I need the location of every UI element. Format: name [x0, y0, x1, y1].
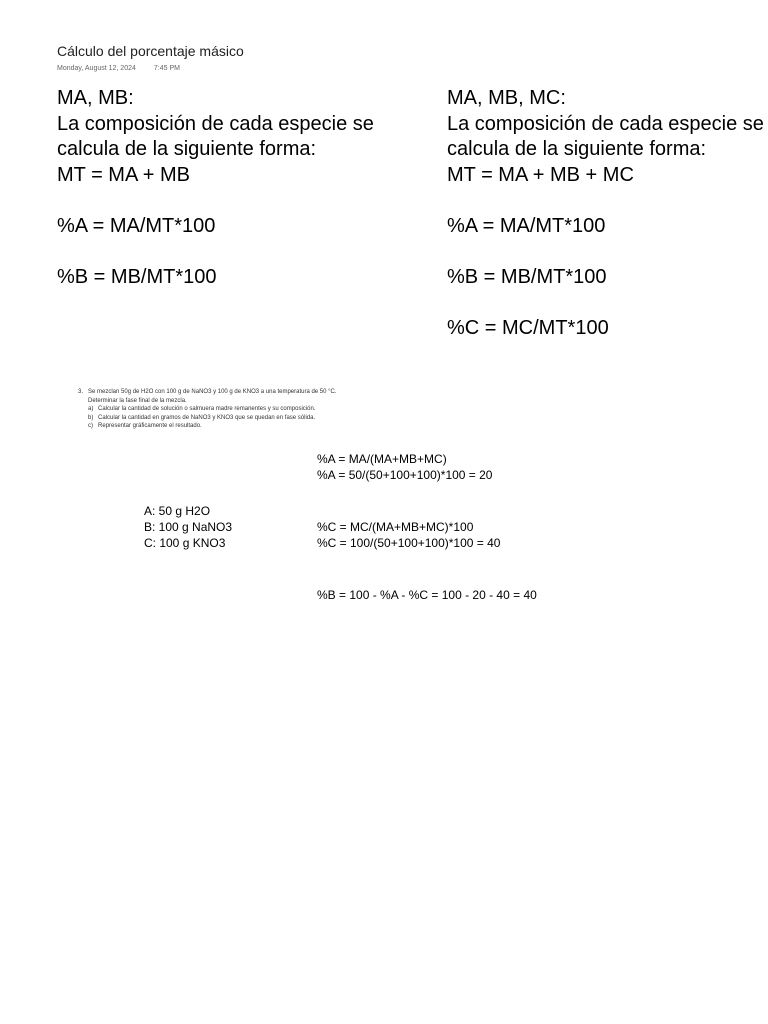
- left-total-formula: MT = MA + MB: [57, 163, 190, 186]
- right-total-formula: MT = MA + MB + MC: [447, 163, 634, 186]
- problem-line-1: [78, 388, 337, 397]
- problem-item-letter: c): [88, 423, 93, 429]
- calc-a-result: %A = 50/(50+100+100)*100 = 20: [317, 468, 493, 482]
- right-heading: MA, MB, MC:: [447, 87, 566, 109]
- left-intro-line-2: calcula de la siguiente forma:: [57, 138, 317, 160]
- given-mass-c: C: 100 g KNO3: [144, 536, 226, 550]
- problem-text: Se mezclan 50g de H2O con 100 g de NaNO3 y 100 g de KNO3 a una temperatura de 50 °C.: [88, 389, 337, 395]
- spacer: [447, 239, 764, 265]
- calc-c-formula: %C = MC/(MA+MB+MC)*100: [317, 520, 474, 534]
- problem-item: [78, 414, 337, 423]
- spacer: [57, 239, 374, 265]
- problem-item-text: Representar gráficamente el resultado.: [98, 423, 202, 429]
- problem-number: 3.: [78, 389, 84, 395]
- page-date: Monday, August 12, 2024: [57, 65, 136, 72]
- calc-a-formula: %A = MA/(MA+MB+MC): [317, 452, 447, 466]
- given-mass-a: A: 50 g H2O: [144, 504, 211, 518]
- right-intro-line-2: calcula de la siguiente forma:: [447, 138, 707, 160]
- left-heading: MA, MB:: [57, 87, 134, 109]
- problem-item-letter: a): [88, 406, 94, 412]
- problem-statement: [78, 388, 337, 431]
- spacer: [447, 290, 764, 316]
- problem-line-2: Determinar la fase final de la mezcla.: [88, 397, 187, 404]
- spacer: [57, 188, 374, 214]
- left-pct-b-formula: %B = MB/MT*100: [57, 265, 217, 288]
- calculation-c: [317, 519, 500, 551]
- page-title: Cálculo del porcentaje másico: [57, 43, 244, 59]
- right-intro-line-1: La composición de cada especie se: [447, 112, 764, 135]
- problem-item-text: Calcular la cantidad en gramos de NaNO3 y KNO3 que se quedan en fase sólida.: [98, 414, 316, 421]
- right-pct-c-formula: %C = MC/MT*100: [447, 316, 609, 339]
- given-masses: [144, 503, 232, 551]
- problem-item: [78, 422, 337, 431]
- calc-b-result: %B = 100 - %A - %C = 100 - 20 - 40 = 40: [317, 588, 537, 602]
- spacer: [447, 188, 764, 214]
- right-pct-b-formula: %B = MB/MT*100: [447, 265, 607, 288]
- page-timestamp: [57, 65, 180, 72]
- problem-item-letter: b): [88, 414, 94, 421]
- calculation-a: [317, 451, 492, 483]
- problem-item: [78, 405, 337, 414]
- left-intro-line-1: La composición de cada especie se: [57, 112, 374, 135]
- calc-c-result: %C = 100/(50+100+100)*100 = 40: [317, 536, 501, 550]
- right-pct-a-formula: %A = MA/MT*100: [447, 214, 606, 237]
- two-component-formulas: [57, 86, 374, 290]
- given-mass-b: B: 100 g NaNO3: [144, 520, 233, 534]
- page-time: 7:45 PM: [153, 65, 180, 72]
- three-component-formulas: [447, 86, 764, 341]
- calculation-b: [317, 587, 537, 603]
- left-pct-a-formula: %A = MA/MT*100: [57, 214, 216, 237]
- problem-item-text: Calcular la cantidad de solución o salmuera madre remanentes y su composición.: [98, 406, 316, 412]
